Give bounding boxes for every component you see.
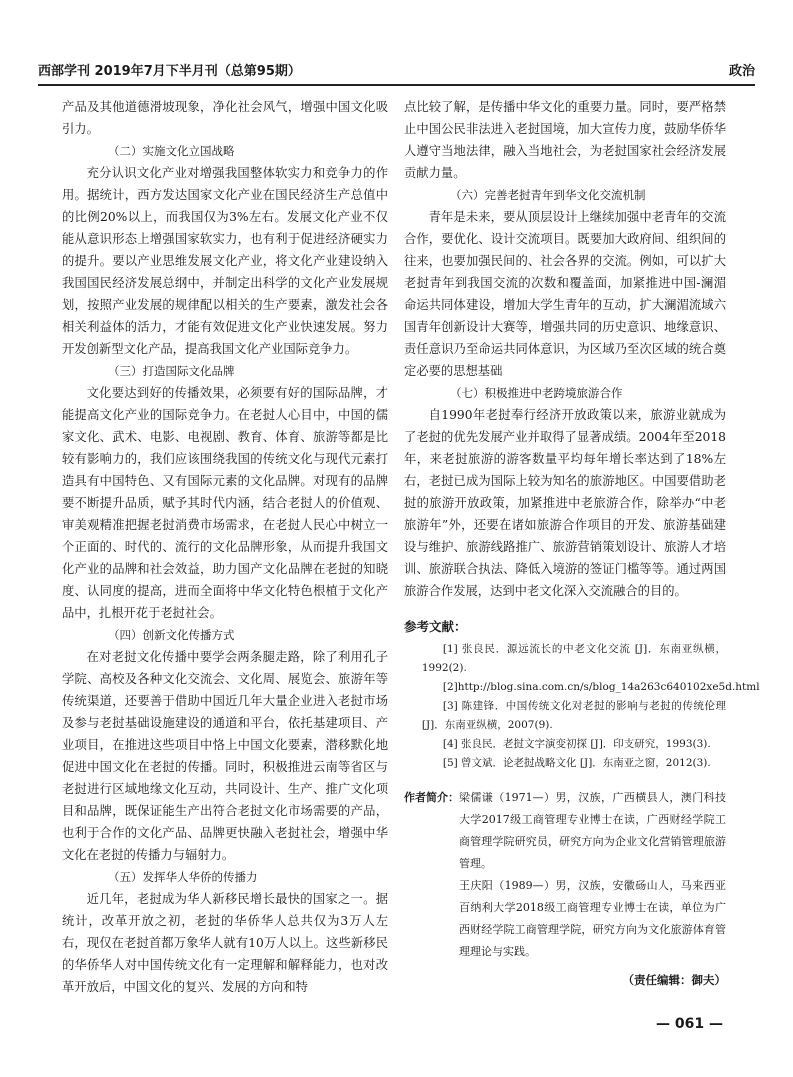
section-heading: （五）发挥华人华侨的传播力	[108, 870, 258, 884]
page-number: — 061 —	[656, 1016, 723, 1032]
reference-item: [4] 张良民．老挝文字演变初探 [J]．印支研究，1993(3).	[442, 738, 711, 750]
header-rule	[38, 84, 755, 86]
paragraph: 近几年，老挝成为华人新移民增长最快的国家之一。据统计，改革开放之初，老挝的华侨华人总共仅为3万人左右，现仅在老挝首都万象华人就有10万人以上。这些新移民的华侨华人对中国传统文化有一定理解和解释能力，也对改革开放后，中国文化的复兴、发展的方向和特	[62, 892, 388, 994]
author-bio-label: 作者简介：	[404, 791, 459, 804]
issue-label: 2019年7月下半月刊（总第95期）	[94, 64, 301, 79]
paragraph: 青年是未来，要从顶层设计上继续加强中老青年的交流合作，要优化、设计交流项目。既要加大政府间、组织间的往来，也要加强民间的、社会各界的交流。例如，可以扩大老挝青年到我国交流的次数和覆盖面，加紧推进中国-澜湄命运共同体建设，增加大学生青年的互动，扩大澜湄流域六国青年创新设计大赛等，增强共同的历史意识、地缘意识、责任意识乃至命运共同体意识，为区域乃至次区域的统合奠定必要的思想基础	[404, 210, 726, 378]
references-title: 参考文献：	[404, 619, 467, 634]
page-header	[38, 60, 755, 82]
section-label: 政治	[728, 64, 755, 79]
section-heading: （三）打造国际文化品牌	[108, 364, 235, 378]
journal-title: 西部学刊	[38, 64, 91, 79]
paragraph: 产品及其他道德滑坡现象，净化社会风气，增强中国文化吸引力。	[62, 100, 388, 136]
paragraph: 充分认识文化产业对增强我国整体软实力和竞争力的作用。据统计，西方发达国家文化产业在国民经济生产总值中的比例20%以上，而我国仅为3%左右。发展文化产业不仅能从意识形态上增强国家软实力，也有利于促进经济硬实力的提升。要以产业思维发展文化产业，将文化产业建设纳入我国国民经济发展总纲中，并制定出科学的文化产业发展规划，按照产业发展的规律配以相关的生产要素，激发社会各相关利益体的活力，才能有效促进文化产业快速发展。努力开发创新型文化产品，提高我国文化产业国际竞争力。	[62, 166, 388, 356]
journal-issue	[38, 60, 301, 79]
paragraph: 文化要达到好的传播效果，必须要有好的国际品牌，才能提高文化产业的国际竞争力。在老挝人心目中，中国的儒家文化、武术、电影、电视剧、教育、体育、旅游等都是比较有影响力的，我们应该围绕我国的传统文化与现代元素打造具有中国特色、又有国际元素的文化品牌。对现有的品牌要不断提升品质，赋予其时代内涵，结合老挝人的价值观、审美观精准把握老挝消费市场需求，在老挝人民心中树立一个正面的、时代的、流行的文化品牌形象，从而提升我国文化产业的品牌和社会效益，助力国产文化品牌在老挝的知晓度、认同度的提高，进而全面将中华文化特色根植于文化产品中，扎根开花于老挝社会。	[62, 386, 388, 620]
reference-item: [1] 张良民．源远流长的中老文化交流 [J]．东南亚纵横，1992(2).	[421, 643, 726, 674]
paragraph: 在对老挝文化传播中要学会两条腿走路，除了利用孔子学院、高校及各种文化交流会、文化周、展览会、旅游年等传统渠道，还要善于借助中国近几年大量企业进入老挝市场及参与老挝基础设施建设的通道和平台，依托基建项目、产业项目，在推进这些项目中恪上中国文化要素，潜移默化地促进中国文化在老挝的传播。同时，积极推进云南等省区与老挝进行区域地缘文化互动，共同设计、生产、推广文化项目和品牌，既保证能生产出符合老挝文化市场需要的产品，也利于合作的文化产品、品牌更快融入老挝社会，增强中华文化在老挝的传播力与辐射力。	[62, 650, 388, 862]
reference-item: [2]http://blog.sina.com.cn/s/blog_14a263c640102xe5d.html	[442, 681, 760, 693]
section-heading: （七）积极推进中老跨境旅游合作	[450, 386, 623, 400]
author-bio-text: 王庆阳（1989—）男，汉族，安徽砀山人，马来西亚百纳利大学2018级工商管理专业博士在读，单位为广西财经学院工商管理学院，研究方向为文化旅游体育管理理论与实践。	[459, 879, 726, 958]
section-heading: （四）创新文化传播方式	[108, 628, 235, 642]
section-heading: （二）实施文化立国战略	[108, 144, 235, 158]
paragraph: 点比较了解，是传播中华文化的重要力量。同时，要严格禁止中国公民非法进入老挝国境，加大宣传力度，鼓励华侨华人遵守当地法律，融入当地社会，为老挝国家社会经济发展贡献力量。	[404, 100, 726, 180]
author-bio-text: 梁儒谦（1971—）男，汉族，广西横县人，澳门科技大学2017级工商管理专业博士在读，广西财经学院工商管理学院研究员，研究方向为企业文化营销管理旅游管理。	[459, 791, 726, 870]
reference-item: [5] 曾文斌．论老挝战略文化 [J]．东南亚之窗，2012(3).	[442, 757, 711, 769]
right-column	[404, 96, 760, 991]
section-heading: （六）完善老挝青年到华文化交流机制	[450, 188, 646, 202]
paragraph: 自1990年老挝奉行经济开放政策以来，旅游业就成为了老挝的优先发展产业并取得了显著成绩。2004年至2018年，来老挝旅游的游客数量平均每年增长率达到了18%左右，老挝已成为国际上较为知名的旅游地区。中国要借助老挝的旅游开放政策，加紧推进中老旅游合作，除举办“中老旅游年”外，还要在诸如旅游合作项目的开发、旅游基础建设与维护、旅游线路推广、旅游营销策划设计、旅游人才培训、旅游联合执法、降低入境游的签证门槛等等。通过两国旅游合作发展，达到中老文化深入交流融合的目的。	[404, 408, 726, 598]
responsible-editor: （责任编辑：御夫）	[622, 973, 726, 987]
left-column	[62, 96, 388, 998]
reference-item: [3] 陈建锋．中国传统文化对老挝的影响与老挝的传统伦理 [J]．东南亚纵横，2007(9).	[421, 700, 726, 731]
author-bio	[404, 787, 726, 963]
